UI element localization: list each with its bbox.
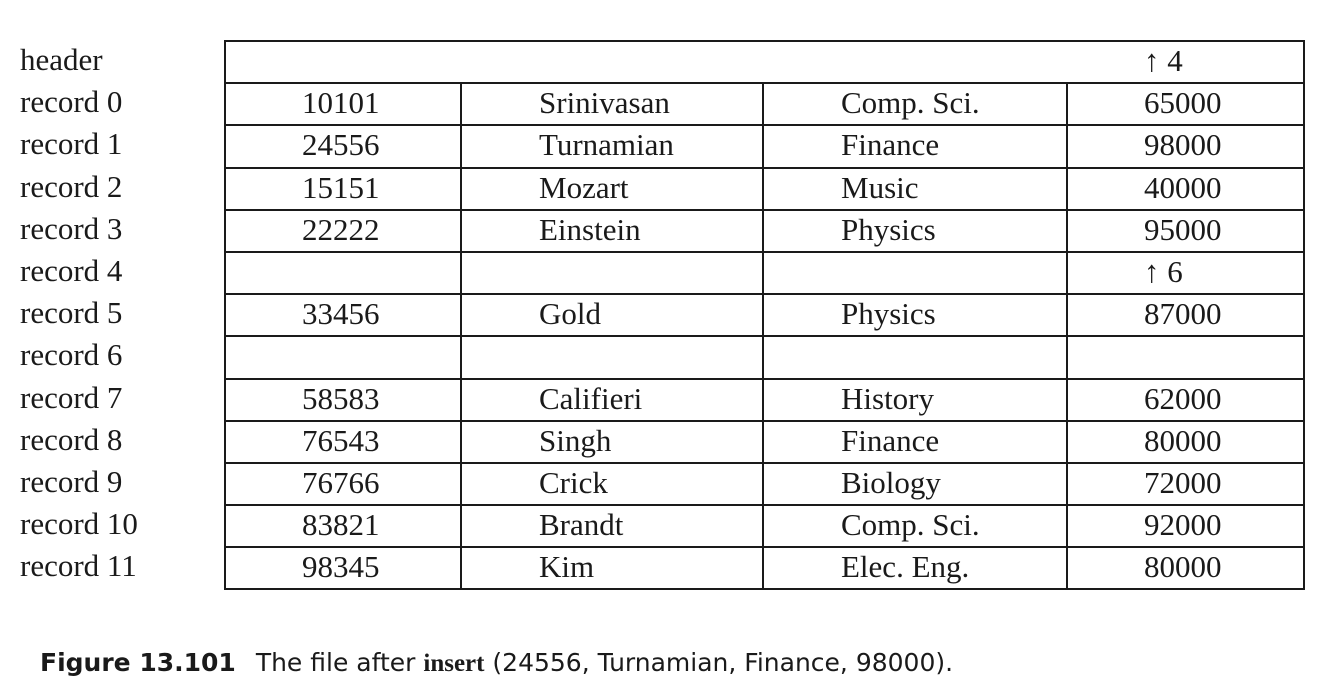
id-cell: 98345: [226, 548, 462, 588]
dept-cell: Elec. Eng.: [764, 548, 1068, 588]
salary-cell: 65000: [1144, 85, 1222, 121]
record-label: record 3: [20, 210, 123, 246]
dept-cell: Finance: [764, 422, 1068, 462]
record-label: record 8: [20, 421, 123, 457]
id-cell: 58583: [226, 380, 462, 420]
caption-keyword: insert: [423, 650, 485, 677]
salary-cell: 62000: [1144, 380, 1222, 416]
name-cell: [462, 337, 764, 377]
record-label: record 11: [20, 548, 137, 584]
dept-cell: Comp. Sci.: [764, 506, 1068, 546]
dept-cell: History: [764, 380, 1068, 420]
name-cell: Turnamian: [462, 126, 764, 166]
table-row: [224, 82, 1305, 124]
salary-cell: 40000: [1144, 169, 1222, 205]
table-row: [224, 251, 1305, 293]
record-label: record 0: [20, 84, 123, 120]
name-cell: Crick: [462, 464, 764, 504]
table-row: [224, 167, 1305, 209]
name-cell: Califieri: [462, 380, 764, 420]
name-cell: Srinivasan: [462, 84, 764, 124]
header-row: [224, 40, 1305, 82]
record-label: record 9: [20, 463, 123, 499]
table-row: [224, 335, 1305, 377]
dept-cell: Finance: [764, 126, 1068, 166]
id-cell: 15151: [226, 169, 462, 209]
salary-cell: 92000: [1144, 507, 1222, 543]
header-label: header: [20, 42, 103, 77]
dept-cell: Comp. Sci.: [764, 84, 1068, 124]
row-labels: [20, 40, 220, 588]
name-cell: [462, 253, 764, 293]
free-list-pointer: ↑ 6: [1144, 253, 1183, 289]
dept-cell: Biology: [764, 464, 1068, 504]
table-row: [224, 124, 1305, 166]
salary-cell: 72000: [1144, 464, 1222, 500]
dept-cell: Physics: [764, 211, 1068, 251]
caption-text: The file after: [255, 648, 424, 677]
figure-caption: [40, 646, 953, 681]
id-cell: 22222: [226, 211, 462, 251]
name-cell: Mozart: [462, 169, 764, 209]
name-cell: Kim: [462, 548, 764, 588]
id-cell: [226, 253, 462, 293]
table-row: [224, 462, 1305, 504]
record-label: record 4: [20, 252, 123, 288]
figure-number: Figure 13.101: [40, 648, 236, 677]
table-row: [224, 209, 1305, 251]
record-label: record 2: [20, 168, 123, 204]
name-cell: Brandt: [462, 506, 764, 546]
free-list-pointer: ↑ 4: [1144, 43, 1183, 78]
record-label: record 5: [20, 295, 123, 331]
id-cell: 83821: [226, 506, 462, 546]
dept-cell: [764, 337, 1068, 377]
name-cell: Gold: [462, 295, 764, 335]
table-row: [224, 293, 1305, 335]
id-cell: 33456: [226, 295, 462, 335]
dept-cell: Music: [764, 169, 1068, 209]
table-row: [224, 546, 1305, 590]
record-label: record 1: [20, 126, 123, 162]
record-label: record 10: [20, 506, 138, 542]
table-row: [224, 504, 1305, 546]
salary-cell: 80000: [1144, 549, 1222, 585]
name-cell: Singh: [462, 422, 764, 462]
salary-cell: 87000: [1144, 296, 1222, 332]
id-cell: 76543: [226, 422, 462, 462]
salary-cell: [1068, 337, 1305, 377]
caption-text: (24556, Turnamian, Finance, 98000).: [484, 648, 954, 677]
dept-cell: Physics: [764, 295, 1068, 335]
salary-cell: 95000: [1144, 211, 1222, 247]
table-row: [224, 378, 1305, 420]
record-label: record 7: [20, 379, 123, 415]
record-label: record 6: [20, 337, 123, 373]
salary-cell: 80000: [1144, 422, 1222, 458]
id-cell: 76766: [226, 464, 462, 504]
id-cell: [226, 337, 462, 377]
salary-cell: 98000: [1144, 127, 1222, 163]
file-table: [224, 40, 1305, 590]
id-cell: 10101: [226, 84, 462, 124]
id-cell: 24556: [226, 126, 462, 166]
dept-cell: [764, 253, 1068, 293]
name-cell: Einstein: [462, 211, 764, 251]
table-row: [224, 420, 1305, 462]
